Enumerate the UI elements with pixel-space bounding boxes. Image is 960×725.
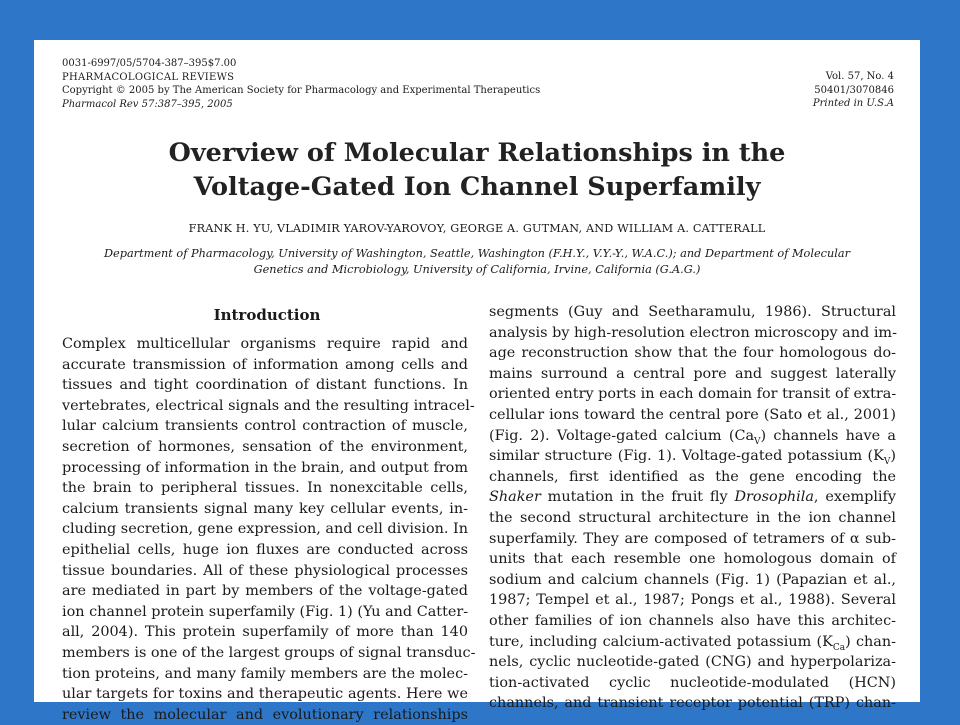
paper-title xyxy=(34,136,920,204)
text-line: secretion of hormones, sensation of the environment, xyxy=(62,438,468,455)
journal-name: PHARMACOLOGICAL REVIEWS xyxy=(62,71,235,83)
affiliation-line: Department of Pharmacology, University of Washington, Seattle, Washington (F.H.Y., V.Y.-Y., W.A.C.); and Department of Molecular xyxy=(103,247,851,260)
text-line: cellular ions toward the central pore (Sato et al., 2001) xyxy=(489,406,896,423)
subscript: Ca xyxy=(832,642,846,653)
paper-page xyxy=(34,40,920,723)
text-line: are mediated in part by members of the voltage-gated xyxy=(62,583,468,600)
affiliation-line: Genetics and Microbiology, University of California, Irvine, California (G.A.G.) xyxy=(253,263,701,276)
citation-line: Pharmacol Rev 57:387–395, 2005 xyxy=(62,98,233,110)
text-line: tion-activated cyclic nucleotide-modulated (HCN) xyxy=(489,674,896,691)
affiliations xyxy=(74,246,880,278)
species-name: Drosophila xyxy=(734,489,814,506)
text-line: superfamily. They are composed of tetramers of α sub- xyxy=(489,530,896,547)
left-column xyxy=(62,334,476,725)
text-line: cluding secretion, gene expression, and cell division. In xyxy=(62,521,468,538)
text-line: sodium and calcium channels (Fig. 1) (Papazian et al., xyxy=(489,571,896,588)
volume-line: Vol. 57, No. 4 xyxy=(825,71,894,82)
gene-name: Shaker xyxy=(489,489,541,506)
text-line: members is one of the largest groups of signal transduc- xyxy=(62,644,476,661)
text-line: tissues and tight coordination of distant functions. In xyxy=(62,377,468,394)
author-list: FRANK H. YU, VLADIMIR YAROV-YAROVOY, GEORGE A. GUTMAN, AND WILLIAM A. CATTERALL xyxy=(188,222,766,235)
copyright-line: Copyright © 2005 by The American Society for Pharmacology and Experimental Therapeutics xyxy=(62,85,541,96)
text-line: review the molecular and evolutionary relationships xyxy=(62,706,468,723)
text-span: similar structure (Fig. 1). Voltage-gated potassium (K xyxy=(489,448,884,465)
subscript: V xyxy=(754,436,761,447)
text-line: 1987; Tempel et al., 1987; Pongs et al., 1988). Several xyxy=(489,592,896,609)
right-column xyxy=(489,302,896,714)
text-line xyxy=(489,426,896,447)
subscript: V xyxy=(883,457,891,468)
text-line: processing of information in the brain, and output from xyxy=(62,459,468,476)
text-line: analysis by high-resolution electron microscopy and im- xyxy=(489,324,897,341)
text-line: units that each resemble one homologous domain of xyxy=(489,551,896,568)
text-line: ion channel protein superfamily (Fig. 1) (Yu and Catter- xyxy=(62,603,469,620)
text-line: vertebrates, electrical signals and the resulting intracel- xyxy=(62,397,475,414)
text-line: ular targets for toxins and therapeutic agents. Here we xyxy=(62,686,468,703)
text-span: (Fig. 2). Voltage-gated calcium (Ca xyxy=(489,427,755,444)
text-line: Complex multicellular organisms require rapid and xyxy=(62,336,468,352)
text-line: oriented entry ports in each domain for transit of extra- xyxy=(489,386,897,403)
text-line: accurate transmission of information among cells and xyxy=(62,356,468,373)
text-line xyxy=(489,632,896,653)
text-span: ) xyxy=(890,448,896,465)
text-line: age reconstruction show that the four homologous do- xyxy=(489,345,896,362)
text-line xyxy=(489,487,896,508)
text-line: channels, and transient receptor potential (TRP) chan- xyxy=(489,695,896,712)
journal-header-left xyxy=(62,57,540,111)
issn-line: 0031-6997/05/5704-387–395$7.00 xyxy=(62,58,237,69)
text-line: channels, first identified as the gene encoding the xyxy=(489,468,896,485)
text-line: the second structural architecture in the ion channel xyxy=(489,509,896,526)
text-line: lular calcium transients control contraction of muscle, xyxy=(62,418,468,435)
text-line: epithelial cells, huge ion fluxes are conducted across xyxy=(62,541,468,558)
text-span: ) chan- xyxy=(845,633,896,650)
text-span: ture, including calcium-activated potassium (K xyxy=(489,633,833,650)
text-line: tissue boundaries. All of these physiological processes xyxy=(62,562,468,579)
article-id-line: 50401/3070846 xyxy=(814,84,894,96)
text-line: mains surround a central pore and suggest laterally xyxy=(489,365,896,382)
text-line: segments (Guy and Seetharamulu, 1986). Structural xyxy=(489,304,896,320)
text-line: all, 2004). This protein superfamily of more than 140 xyxy=(62,624,468,641)
section-heading: Introduction xyxy=(213,306,321,324)
text-line: the brain to peripheral tissues. In nonexcitable cells, xyxy=(62,480,468,497)
text-line: tion proteins, and many family members are the molec- xyxy=(62,665,468,682)
text-span: mutation in the fruit fly xyxy=(540,489,735,506)
text-span: , exemplify xyxy=(813,489,896,506)
text-line xyxy=(489,446,896,467)
text-line: other families of ion channels also have this architec- xyxy=(489,612,896,629)
text-line: nels, cyclic nucleotide-gated (CNG) and hyperpolariza- xyxy=(489,654,896,671)
journal-header-right xyxy=(813,70,894,111)
title-line: Overview of Molecular Relationships in the xyxy=(168,138,786,168)
printed-line: Printed in U.S.A xyxy=(812,98,894,109)
text-line: calcium transients signal many key cellular events, in- xyxy=(62,500,468,517)
title-line: Voltage-Gated Ion Channel Superfamily xyxy=(193,172,761,202)
text-span: ) channels have a xyxy=(760,427,897,444)
